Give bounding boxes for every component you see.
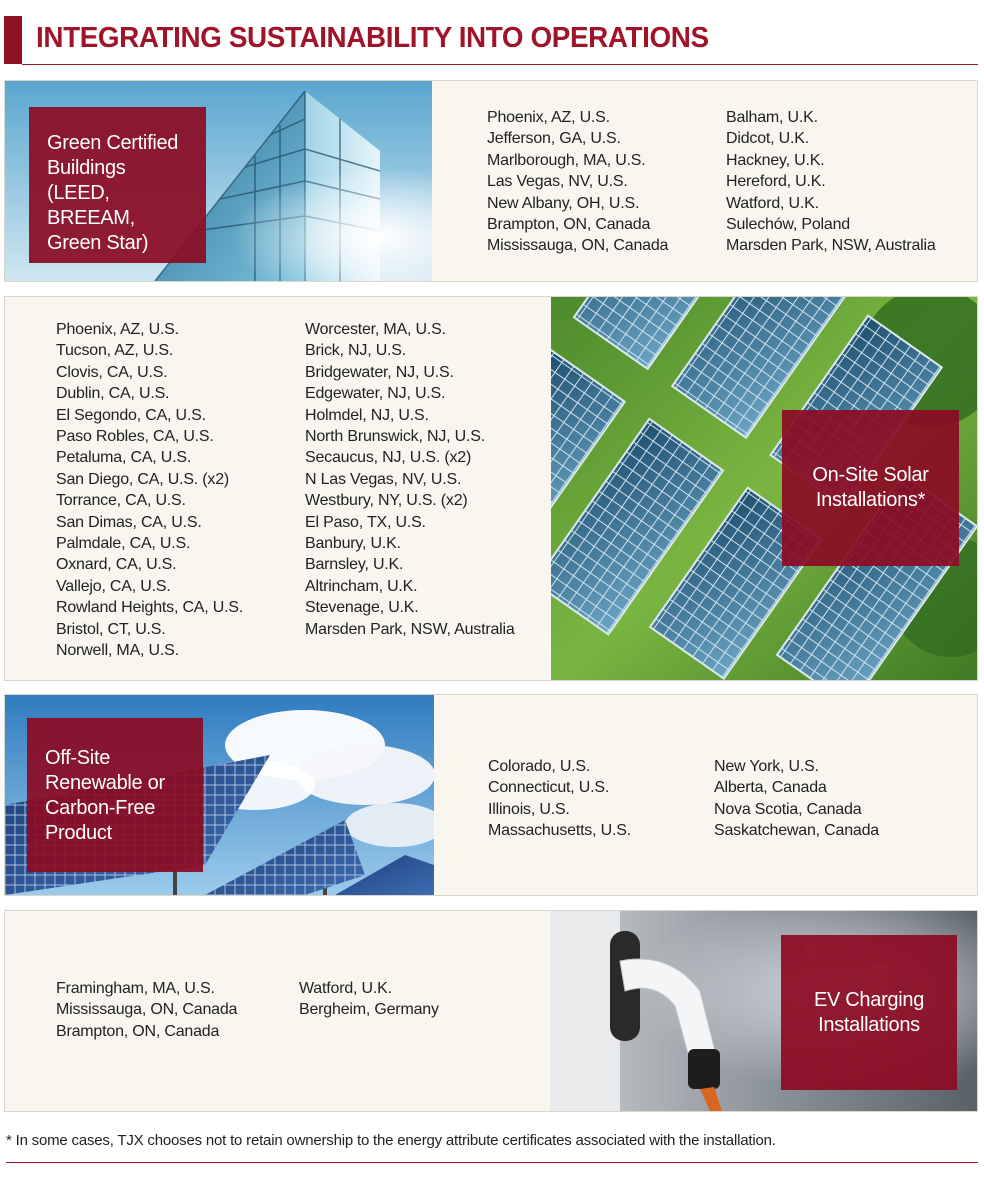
list-item: Bergheim, Germany [299,1001,439,1019]
bottom-divider [6,1162,978,1163]
list-item: Edgewater, NJ, U.S. [305,385,446,403]
list-item: Framingham, MA, U.S. [56,980,215,997]
list-item: Tucson, AZ, U.S. [56,342,174,360]
list-item: Massachusetts, U.S. [488,822,631,840]
offsite-list-2 [714,756,879,842]
offsite-label: Off-Site Renewable or Carbon-Free Product [27,718,203,872]
list-item: Hereford, U.K. [726,173,826,191]
list-item: Phoenix, AZ, U.S. [487,109,610,126]
list-item: Worcester, MA, U.S. [305,321,446,338]
list-item: Colorado, U.S. [488,758,591,775]
list-item: New Albany, OH, U.S. [487,194,640,212]
ev-list-2 [299,978,439,1021]
list-item: Marsden Park, NSW, Australia [726,237,936,255]
list-item: Dublin, CA, U.S. [56,385,170,403]
list-item: Brampton, ON, Canada [487,216,651,234]
list-item: Vallejo, CA, U.S. [56,577,171,595]
list-item: Las Vegas, NV, U.S. [487,173,628,191]
list-item: Balham, U.K. [726,109,818,126]
page-title: INTEGRATING SUSTAINABILITY INTO OPERATIONS [36,22,709,54]
list-item: Marlborough, MA, U.S. [487,151,646,169]
list-item: Connecticut, U.S. [488,779,610,797]
list-item: New York, U.S. [714,758,819,775]
list-item: Phoenix, AZ, U.S. [56,321,179,338]
list-item: Rowland Heights, CA, U.S. [56,599,244,617]
footnote: * In some cases, TJX chooses not to retain ownership to the energy attribute certificates associated with the installation. [6,1132,776,1149]
list-item: Watford, U.K. [726,194,819,212]
ev-label: EV Charging Installations [781,935,957,1090]
solar-list-1 [56,319,243,662]
solar-label: On-Site Solar Installations* [782,410,959,566]
list-item: N Las Vegas, NV, U.S. [305,470,462,488]
list-item: Norwell, MA, U.S. [56,642,179,660]
list-item: Alberta, Canada [714,779,827,797]
list-item: Oxnard, CA, U.S. [56,556,177,574]
list-item: Didcot, U.K. [726,130,809,148]
list-item: North Brunswick, NJ, U.S. [305,428,485,446]
list-item: Bridgewater, NJ, U.S. [305,363,454,381]
solar-list-2 [305,319,515,640]
list-item: Hackney, U.K. [726,151,825,169]
list-item: Altrincham, U.K. [305,577,418,595]
list-item: Saskatchewan, Canada [714,822,880,840]
list-item: Sulechów, Poland [726,216,851,234]
list-item: Torrance, CA, U.S. [56,492,186,510]
offsite-list-1 [488,756,631,842]
list-item: Barnsley, U.K. [305,556,404,574]
green-buildings-list-1 [487,107,668,257]
green-buildings-list-2 [726,107,936,257]
list-item: San Dimas, CA, U.S. [56,513,202,531]
list-item: Brampton, ON, Canada [56,1022,220,1040]
list-item: Brick, NJ, U.S. [305,342,407,360]
list-item: Mississauga, ON, Canada [56,1001,238,1019]
list-item: Banbury, U.K. [305,535,401,553]
title-divider [22,64,978,65]
green-buildings-label: Green Certified Buildings (LEED, BREEAM, Green Star) [29,107,206,263]
list-item: Jefferson, GA, U.S. [487,130,621,148]
list-item: Marsden Park, NSW, Australia [305,620,515,638]
title-accent-bar [4,16,22,64]
list-item: Mississauga, ON, Canada [487,237,669,255]
ev-list-1 [56,978,237,1042]
list-item: Stevenage, U.K. [305,599,419,617]
list-item: Clovis, CA, U.S. [56,363,168,381]
list-item: Paso Robles, CA, U.S. [56,428,214,446]
list-item: Illinois, U.S. [488,800,570,818]
list-item: Nova Scotia, Canada [714,800,862,818]
list-item: El Segondo, CA, U.S. [56,406,206,424]
list-item: Westbury, NY, U.S. (x2) [305,492,468,510]
list-item: Palmdale, CA, U.S. [56,535,191,553]
list-item: Secaucus, NJ, U.S. (x2) [305,449,472,467]
list-item: Petaluma, CA, U.S. [56,449,192,467]
list-item: San Diego, CA, U.S. (x2) [56,470,230,488]
list-item: Watford, U.K. [299,980,392,997]
list-item: El Paso, TX, U.S. [305,513,426,531]
list-item: Bristol, CT, U.S. [56,620,166,638]
list-item: Holmdel, NJ, U.S. [305,406,429,424]
